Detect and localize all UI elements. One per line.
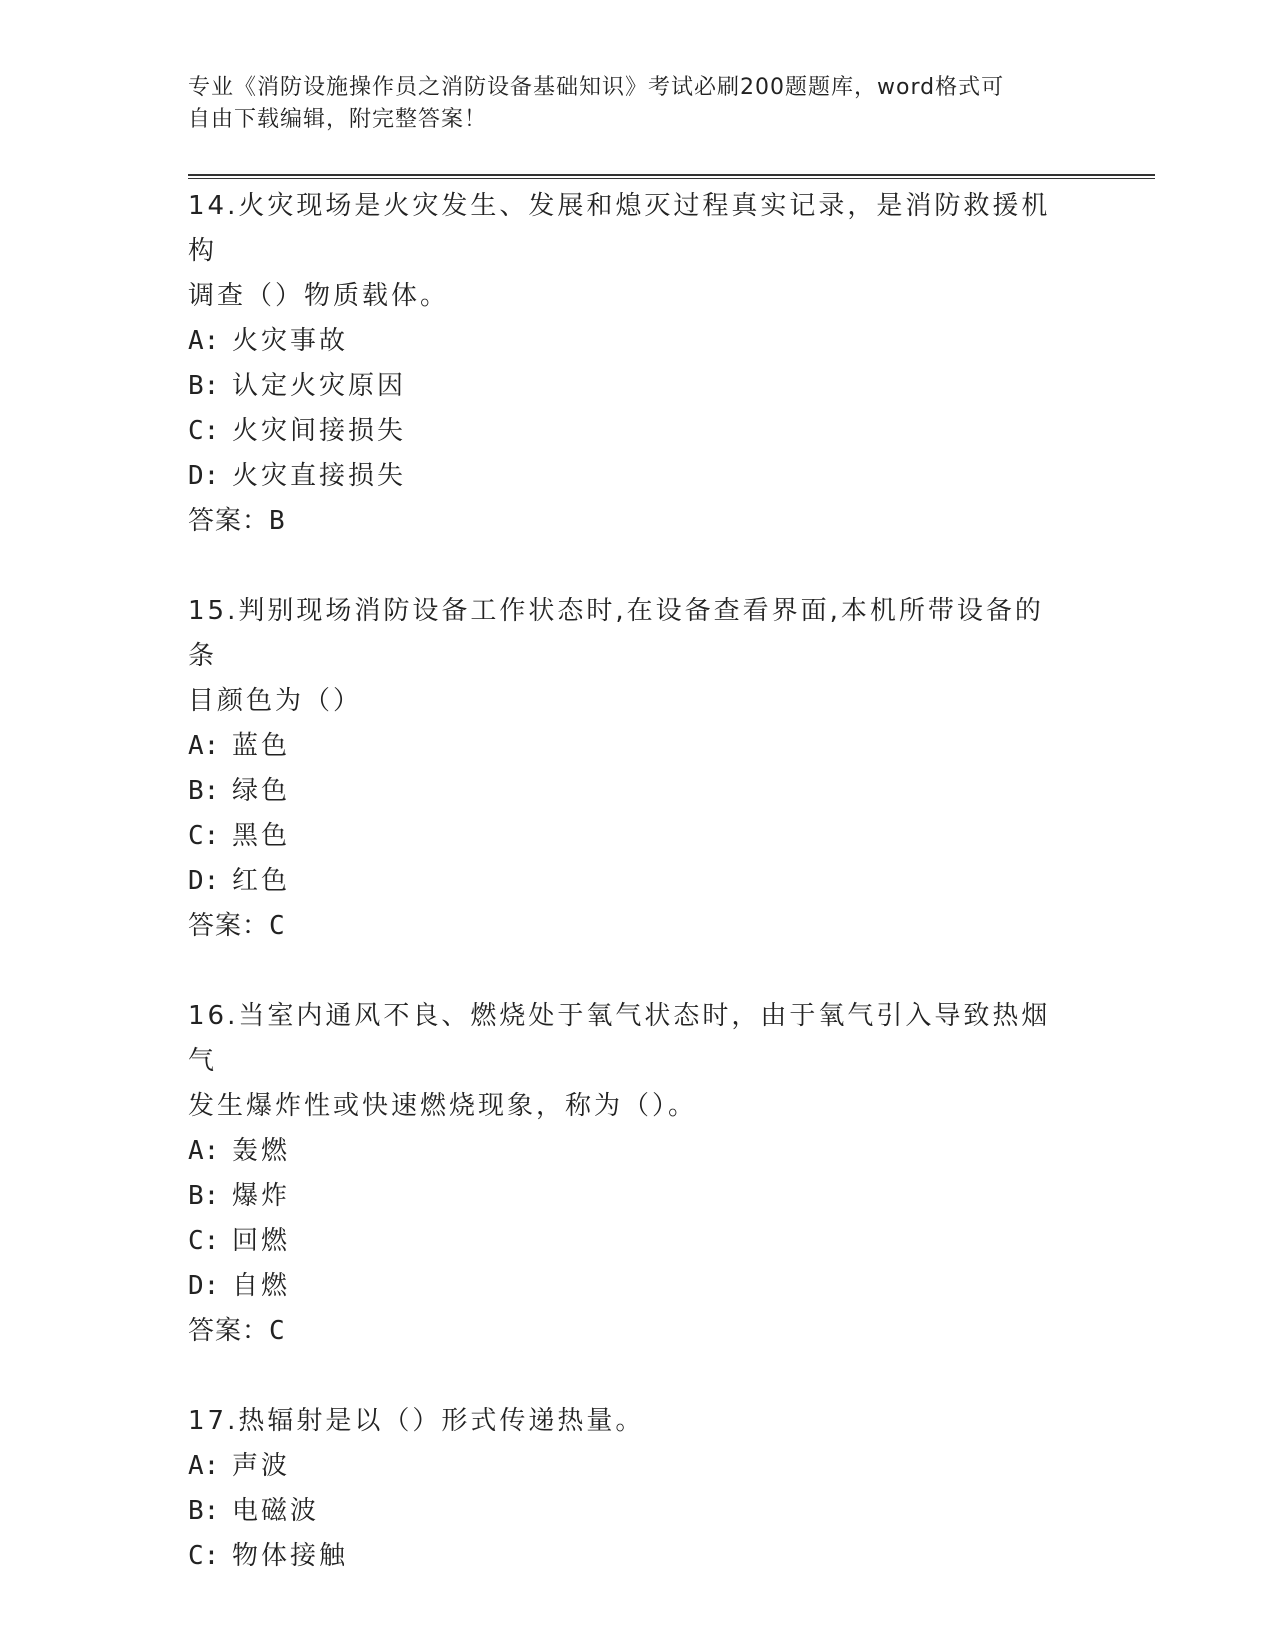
question-text-line: 15.判别现场消防设备工作状态时,在设备查看界面,本机所带设备的条: [188, 596, 1044, 671]
option-text: 黑色: [232, 821, 291, 851]
option-text: 认定火灾原因: [232, 371, 407, 401]
option-d: [188, 1264, 1155, 1309]
question-14: [188, 184, 1155, 544]
question-15: [188, 589, 1155, 949]
option-a: [188, 724, 1155, 769]
option-text: 蓝色: [232, 731, 291, 761]
header-divider: [188, 174, 1155, 176]
option-a: [188, 1129, 1155, 1174]
option-letter: B:: [188, 1181, 220, 1211]
question-text: [188, 994, 1068, 1129]
option-b: [188, 1489, 1155, 1534]
option-a: [188, 1444, 1155, 1489]
answer-line: [188, 1309, 1155, 1354]
question-text-line: 发生爆炸性或快速燃烧现象，称为（）。: [188, 1091, 698, 1121]
answer-value: C: [269, 1316, 286, 1346]
question-text-line: 17.热辐射是以（）形式传递热量。: [188, 1406, 645, 1436]
question-16: [188, 994, 1155, 1354]
option-letter: A:: [188, 731, 220, 761]
option-letter: C:: [188, 821, 220, 851]
option-letter: A:: [188, 1136, 220, 1166]
option-letter: D:: [188, 866, 220, 896]
option-letter: C:: [188, 416, 220, 446]
answer-line: [188, 904, 1155, 949]
answer-label: 答案：: [188, 911, 270, 941]
question-text: [188, 589, 1068, 724]
option-letter: C:: [188, 1541, 220, 1571]
option-letter: D:: [188, 461, 220, 491]
option-letter: B:: [188, 1496, 220, 1526]
option-text: 声波: [232, 1451, 291, 1481]
option-text: 回燃: [232, 1226, 291, 1256]
answer-value: C: [269, 911, 286, 941]
question-text: [188, 1399, 1068, 1444]
option-text: 电磁波: [232, 1496, 320, 1526]
question-text-line: 目颜色为（）: [188, 686, 363, 716]
question-text-line: 14.火灾现场是火灾发生、发展和熄灭过程真实记录，是消防救援机构: [188, 191, 1051, 266]
option-b: [188, 1174, 1155, 1219]
option-c: [188, 814, 1155, 859]
answer-label: 答案：: [188, 1316, 270, 1346]
option-text: 物体接触: [232, 1541, 349, 1571]
option-letter: A:: [188, 1451, 220, 1481]
option-c: [188, 1219, 1155, 1264]
header-line-2: 自由下载编辑，附完整答案！: [188, 107, 488, 132]
question-list: [188, 184, 1155, 1579]
option-a: [188, 319, 1155, 364]
option-text: 火灾事故: [232, 326, 349, 356]
option-letter: C:: [188, 1226, 220, 1256]
option-c: [188, 409, 1155, 454]
option-letter: B:: [188, 776, 220, 806]
answer-value: B: [269, 506, 286, 536]
question-text: [188, 184, 1068, 319]
option-b: [188, 769, 1155, 814]
option-d: [188, 454, 1155, 499]
option-text: 火灾直接损失: [232, 461, 407, 491]
header-line-1: 专业《消防设施操作员之消防设备基础知识》考试必刷200题题库，word格式可: [188, 75, 1005, 100]
option-text: 火灾间接损失: [232, 416, 407, 446]
document-page: [188, 72, 1155, 1624]
question-text-line: 调查（）物质载体。: [188, 281, 450, 311]
option-d: [188, 859, 1155, 904]
option-text: 轰燃: [232, 1136, 291, 1166]
option-text: 爆炸: [232, 1181, 291, 1211]
answer-line: [188, 499, 1155, 544]
option-text: 自燃: [232, 1271, 291, 1301]
option-letter: A:: [188, 326, 220, 356]
option-b: [188, 364, 1155, 409]
option-c: [188, 1534, 1155, 1579]
answer-label: 答案：: [188, 506, 270, 536]
option-text: 绿色: [232, 776, 291, 806]
document-header: [188, 72, 1068, 136]
question-text-line: 16.当室内通风不良、燃烧处于氧气状态时，由于氧气引入导致热烟气: [188, 1001, 1051, 1076]
option-text: 红色: [232, 866, 291, 896]
question-17: [188, 1399, 1155, 1579]
option-letter: B:: [188, 371, 220, 401]
option-letter: D:: [188, 1271, 220, 1301]
